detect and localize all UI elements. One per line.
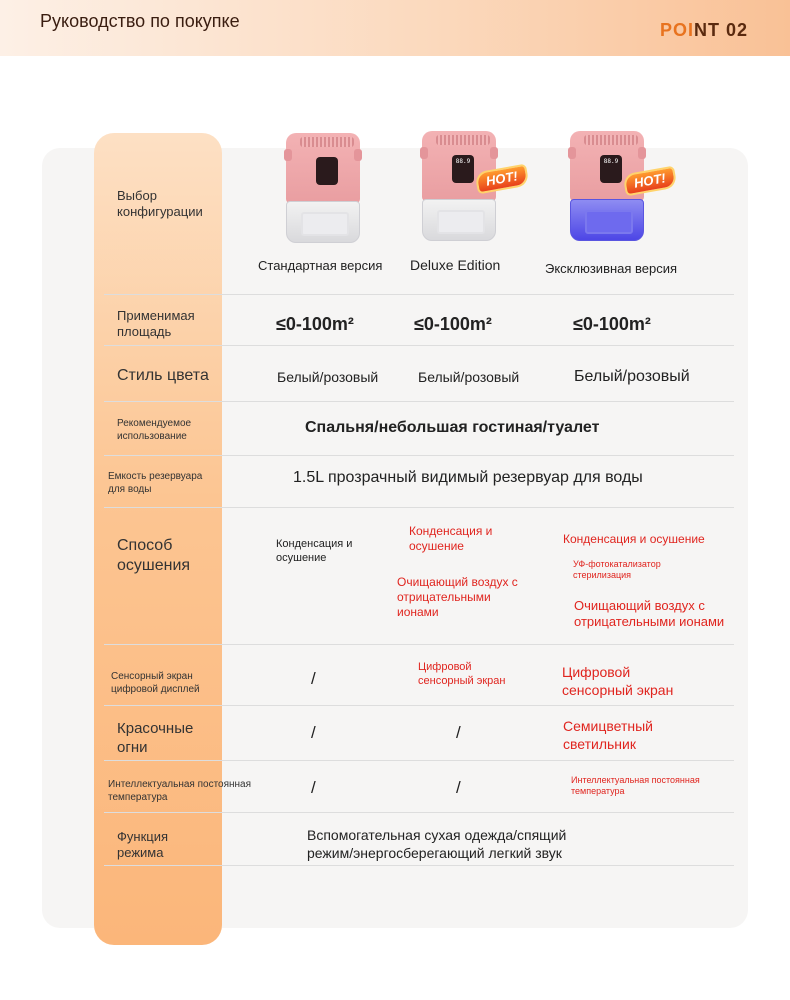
row-divider: [104, 345, 734, 346]
color-style-value: Белый/розовый: [418, 369, 520, 385]
label-mode: Функция режима: [117, 829, 168, 861]
dehumid-exclusive-3: Очищающий воздух с отрицательными ионами: [574, 598, 725, 630]
label-temp: Интеллектуальная постоянная температура: [108, 779, 252, 803]
label-usage: Рекомендуемое использование: [117, 418, 192, 442]
label-dehumid: Способ осушения: [117, 537, 191, 574]
area-value: ≤0-100m²: [414, 314, 492, 334]
touch-standard: /: [311, 669, 316, 688]
label-tank: Емкость резервуара для воды: [108, 471, 203, 495]
temp-exclusive: Интеллектуальная постоянная температура: [571, 775, 700, 797]
row-divider: [104, 812, 734, 813]
tank-value: 1.5L прозрачный видимый резервуар для воды: [293, 469, 643, 486]
point-badge-number: NT 02: [693, 20, 748, 40]
row-divider: [104, 507, 734, 508]
touch-exclusive: Цифровой сенсорный экран: [562, 664, 674, 698]
display-screen: 88.9: [600, 155, 622, 183]
dehumid-exclusive-2: УФ-фотокатализатор стерилизация: [573, 559, 661, 581]
label-lights: Красочные огни: [117, 720, 194, 756]
lights-standard: /: [311, 723, 316, 742]
display-screen: [316, 157, 338, 185]
color-style-value: Белый/розовый: [277, 369, 379, 385]
lights-deluxe: /: [456, 723, 461, 742]
label-config: Выбор конфигурации: [117, 188, 203, 220]
row-divider: [104, 705, 734, 706]
product-name-standard: Стандартная версия: [258, 258, 383, 273]
dehumid-standard: Конденсация и осушение: [276, 538, 353, 564]
label-color-style: Стиль цвета: [117, 367, 209, 384]
label-touch: Сенсорный экран цифровой дисплей: [111, 671, 200, 695]
lights-exclusive: Семицветный светильник: [563, 718, 653, 752]
mode-value: Вспомогательная сухая одежда/спящий режим/энергосберегающий легкий звук: [307, 827, 567, 861]
dehumid-deluxe-2: Очищающий воздух с отрицательными ионами: [397, 575, 518, 619]
row-divider: [104, 294, 734, 295]
touch-deluxe: Цифровой сенсорный экран: [418, 661, 506, 687]
hot-badge: HOT!: [625, 168, 675, 194]
dehumid-deluxe-1: Конденсация и осушение: [409, 524, 493, 553]
temp-standard: /: [311, 778, 316, 797]
usage-value: Спальня/небольшая гостиная/туалет: [305, 419, 600, 436]
temp-deluxe: /: [456, 778, 461, 797]
page-header: [0, 0, 790, 56]
row-divider: [104, 401, 734, 402]
point-badge-accent: POI: [659, 20, 694, 40]
page-title: Руководство по покупке: [40, 11, 240, 31]
dehumid-exclusive-1: Конденсация и осушение: [563, 532, 705, 546]
product-image-standard: [282, 133, 364, 247]
product-name-deluxe: Deluxe Edition: [410, 257, 501, 273]
row-divider: [104, 644, 734, 645]
row-divider: [104, 865, 734, 866]
product-name-exclusive: Эксклюзивная версия: [545, 261, 678, 276]
area-value: ≤0-100m²: [573, 314, 651, 334]
display-screen: 88.9: [452, 155, 474, 183]
point-badge: [660, 20, 748, 41]
row-divider: [104, 455, 734, 456]
color-style-value: Белый/розовый: [574, 368, 690, 385]
row-divider: [104, 760, 734, 761]
area-value: ≤0-100m²: [276, 314, 354, 334]
hot-badge: HOT!: [477, 166, 527, 192]
label-area: Применимая площадь: [117, 308, 195, 340]
